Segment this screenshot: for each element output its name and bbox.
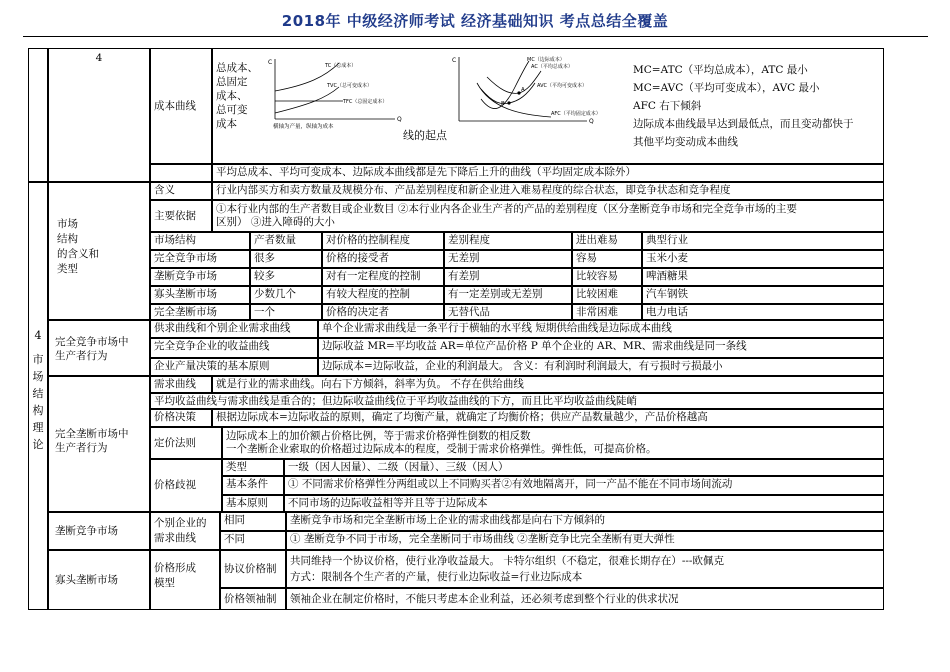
mt-cell: 一个 [250, 304, 322, 320]
price-decision-text: 根据边际成本=边际收益的原则，确定了均衡产量，就确定了均衡价格；供应产品数量越少，产品价格越高 [212, 409, 884, 427]
monopoly-label-line: 生产者行为 [55, 442, 108, 454]
disc-row-value: 不同市场的边际收益相等并且等于边际成本 [284, 495, 884, 512]
pricing-rule-line: 边际成本上的加价额占价格比例，等于需求价格弹性倒数的相反数 [226, 430, 531, 442]
section-char: 结 [32, 387, 44, 400]
pricing-rule-text [222, 427, 884, 459]
basis-text [212, 200, 884, 232]
point-b-label: B [501, 101, 505, 107]
mc-curve [481, 61, 529, 109]
pc-row-value: 边际收益 MR=平均收益 AR=单位产品价格 P 单个企业的 AR、MR、需求曲线是同一条线 [318, 338, 884, 358]
section-char: 构 [32, 404, 44, 417]
monopoly-label-line: 完全垄断市场中 [55, 428, 129, 440]
mt-cell: 比较困难 [572, 286, 642, 304]
mt-header-cell: 典型行业 [642, 232, 884, 250]
market-type-label-line: 类型 [57, 263, 78, 275]
cost-desc-line: 总成本、 [216, 62, 258, 74]
cost-curve-footer: 平均总成本、平均可变成本、边际成本曲线都是先下降后上升的曲线（平均固定成本除外） [212, 164, 884, 182]
price-leader-label: 价格领袖制 [220, 588, 286, 610]
cost-desc-line: 成本、 [216, 90, 248, 102]
mc-label: MC（边际成本） [527, 57, 565, 63]
perfect-comp-label-line: 完全竞争市场中 [55, 336, 129, 348]
chart1-x-label: Q [397, 116, 402, 123]
mt-cell: 容易 [572, 250, 642, 268]
mt-cell: 寡头垄断市场 [150, 286, 250, 304]
pc-row-key: 企业产量决策的基本原则 [150, 358, 318, 376]
basis-line: 区别） ③进入障碍的大小 [216, 216, 335, 228]
mt-cell: 垄断竞争市场 [150, 268, 250, 286]
cost-desc-line: 总固定 [216, 76, 248, 88]
section-vertical-title [28, 182, 48, 610]
cost-curve-content [212, 48, 884, 164]
market-type-label-line: 市场 [57, 218, 78, 230]
cost-note-line: MC=AVC（平均可变成本），AVC 最小 [633, 82, 820, 94]
market-type-label-line: 的含义和 [57, 248, 99, 260]
curve-start-note: 线的起点 [403, 129, 447, 142]
mt-cell: 有一定差别或无差别 [444, 286, 572, 304]
afc-label: AFC（平均固定成本） [551, 111, 601, 117]
meaning-label: 含义 [150, 182, 212, 200]
agreement-price-text [286, 550, 884, 588]
cost-note-line: AFC 右下倾斜 [633, 100, 702, 112]
mt-header-cell: 对价格的控制程度 [322, 232, 444, 250]
mc-demand-label-line: 个别企业的 [154, 517, 207, 529]
cost-footer-spacer [150, 164, 212, 182]
mt-cell: 少数几个 [250, 286, 322, 304]
mt-cell: 无差别 [444, 250, 572, 268]
mt-cell: 很多 [250, 250, 322, 268]
total-cost-chart [267, 55, 407, 131]
cost-curve-label: 成本曲线 [150, 48, 212, 164]
mt-cell: 有差别 [444, 268, 572, 286]
ac-curve [487, 71, 541, 93]
tc-label: TC（总成本） [325, 63, 357, 69]
basis-label: 主要依据 [150, 200, 212, 232]
disc-row-key: 类型 [222, 459, 284, 476]
top-section-number: 4 [48, 48, 150, 182]
perfect-comp-label [48, 320, 150, 376]
mt-cell: 无替代品 [444, 304, 572, 320]
pc-row-key: 供求曲线和个别企业需求曲线 [150, 320, 318, 338]
header-rule [23, 36, 928, 37]
mt-cell: 非常困难 [572, 304, 642, 320]
demand-curve-text: 就是行业的需求曲线。向右下方倾斜，斜率为负。 不存在供给曲线 [212, 376, 884, 393]
price-model-label-line: 模型 [154, 577, 175, 589]
section-char: 理 [32, 421, 44, 434]
avc-label: AVC（平均可变成本） [537, 83, 588, 89]
mc-demand-label-line: 需求曲线 [154, 532, 196, 544]
mc-row-value: ① 垄断竞争不同于市场，完全垄断同于市场曲线 ②垄断竞争比完全垄断有更大弹性 [286, 531, 884, 550]
perfect-comp-label-line: 生产者行为 [55, 350, 108, 362]
cost-desc-line: 总可变 [216, 104, 248, 116]
pc-row-value: 单个企业需求曲线是一条平行于横轴的水平线 短期供给曲线是边际成本曲线 [318, 320, 884, 338]
mt-cell: 较多 [250, 268, 322, 286]
mt-cell: 完全竞争市场 [150, 250, 250, 268]
mc-row-value: 垄断竞争市场和完全垄断市场上企业的需求曲线都是向右下方倾斜的 [286, 512, 884, 531]
mc-row-key: 相同 [220, 512, 286, 531]
demand-curve-label: 需求曲线 [150, 376, 212, 393]
chart1-y-label: C [268, 59, 273, 66]
mt-header-cell: 进出难易 [572, 232, 642, 250]
monopolistic-comp-label: 垄断竞争市场 [48, 512, 150, 550]
pc-row-value: 边际成本=边际收益，企业的利润最大。 含义：有利润时利润最大，有亏损时亏损最小 [318, 358, 884, 376]
mt-cell: 啤酒糖果 [642, 268, 884, 286]
price-model-label-line: 价格形成 [154, 562, 196, 574]
avg-revenue-line: 平均收益曲线与需求曲线是重合的；但边际收益曲线位于平均收益曲线的下方，而且比平均收益曲线陡峭 [150, 393, 884, 409]
oligopoly-label: 寡头垄断市场 [48, 550, 150, 610]
mt-cell: 价格的接受者 [322, 250, 444, 268]
section-number: 4 [34, 329, 42, 342]
chart1-x-caption: 横轴为产量，纵轴为成本 [273, 124, 334, 130]
cost-note-line: 其他平均变动成本曲线 [633, 136, 738, 148]
avc-curve [481, 83, 535, 104]
point-a-label: A [521, 87, 525, 93]
mt-cell: 汽车钢铁 [642, 286, 884, 304]
price-decision-label: 价格决策 [150, 409, 212, 427]
section-char: 市 [32, 353, 44, 366]
agreement-price-line: 方式：限制各个生产者的产量，使行业边际收益=行业边际成本 [290, 571, 583, 583]
disc-row-value: 一级（因人因量）、二级（因量）、三级（因人） [284, 459, 884, 476]
mt-cell: 完全垄断市场 [150, 304, 250, 320]
unit-cost-chart [451, 53, 601, 127]
pricing-rule-label: 定价法则 [150, 427, 222, 459]
pc-row-key: 完全竞争企业的收益曲线 [150, 338, 318, 358]
section-char: 论 [32, 438, 44, 451]
chart2-y-label: C [452, 57, 457, 64]
meaning-text: 行业内部买方和卖方数量及规模分布、产品差别程度和新企业进入难易程度的综合状态，即竞争状态和竞争程度 [212, 182, 884, 200]
market-type-label [48, 182, 150, 320]
cost-note-line: MC=ATC（平均总成本），ATC 最小 [633, 64, 808, 76]
agreement-price-line: 共同维持一个协议价格，使行业净收益最大。 卡特尔组织（不稳定，很难长期存在）---欧佩克 [290, 555, 724, 567]
mt-header-cell: 差别程度 [444, 232, 572, 250]
cost-desc-line: 成本 [216, 118, 237, 130]
tfc-label: TFC（总固定成本） [343, 99, 388, 105]
agreement-price-label: 协议价格制 [220, 550, 286, 588]
page-header-title: 2018年 中级经济师考试 经济基础知识 考点总结全覆盖 [281, 12, 669, 30]
left-margin-cell-top [28, 48, 48, 182]
mt-header-cell: 产者数量 [250, 232, 322, 250]
mt-cell: 比较容易 [572, 268, 642, 286]
monopoly-label [48, 376, 150, 512]
point-b-marker [507, 101, 510, 104]
price-leader-text: 领袖企业在制定价格时，不能只考虑本企业利益，还必须考虑到整个行业的供求状况 [286, 588, 884, 610]
mt-cell: 价格的决定者 [322, 304, 444, 320]
mc-row-key: 不同 [220, 531, 286, 550]
mc-demand-label [150, 512, 220, 550]
pricing-rule-line: 一个垄断企业索取的价格超过边际成本的程度，受制于需求价格弹性。弹性低，可提高价格。 [226, 443, 657, 455]
mt-cell: 有较大程度的控制 [322, 286, 444, 304]
price-model-label [150, 550, 220, 610]
mt-cell: 对有一定程度的控制 [322, 268, 444, 286]
mt-cell: 电力电话 [642, 304, 884, 320]
mt-cell: 玉米小麦 [642, 250, 884, 268]
cost-note-line: 边际成本曲线最早达到最低点，而且变动都快于 [633, 118, 854, 130]
disc-row-key: 基本条件 [222, 476, 284, 495]
ac-label: AC（平均总成本） [531, 64, 573, 70]
mt-header-cell: 市场结构 [150, 232, 250, 250]
market-type-label-line: 结构 [57, 233, 78, 245]
tvc-curve [275, 87, 339, 113]
section-char: 场 [32, 370, 44, 383]
price-discrimination-label: 价格歧视 [150, 459, 222, 512]
disc-row-value: ① 不同需求价格弹性分两组或以上不同购买者②有效地隔离开，同一产品不能在不同市场间流动 [284, 476, 884, 495]
basis-line: ①本行业内部的生产者数目或企业数目 ②本行业内各企业生产者的产品的差别程度（区分垄断竞争市场和完全竞争市场的主要 [216, 203, 797, 215]
disc-row-key: 基本原则 [222, 495, 284, 512]
chart2-x-label: Q [589, 118, 594, 125]
tvc-label: TVC（总可变成本） [327, 83, 372, 89]
